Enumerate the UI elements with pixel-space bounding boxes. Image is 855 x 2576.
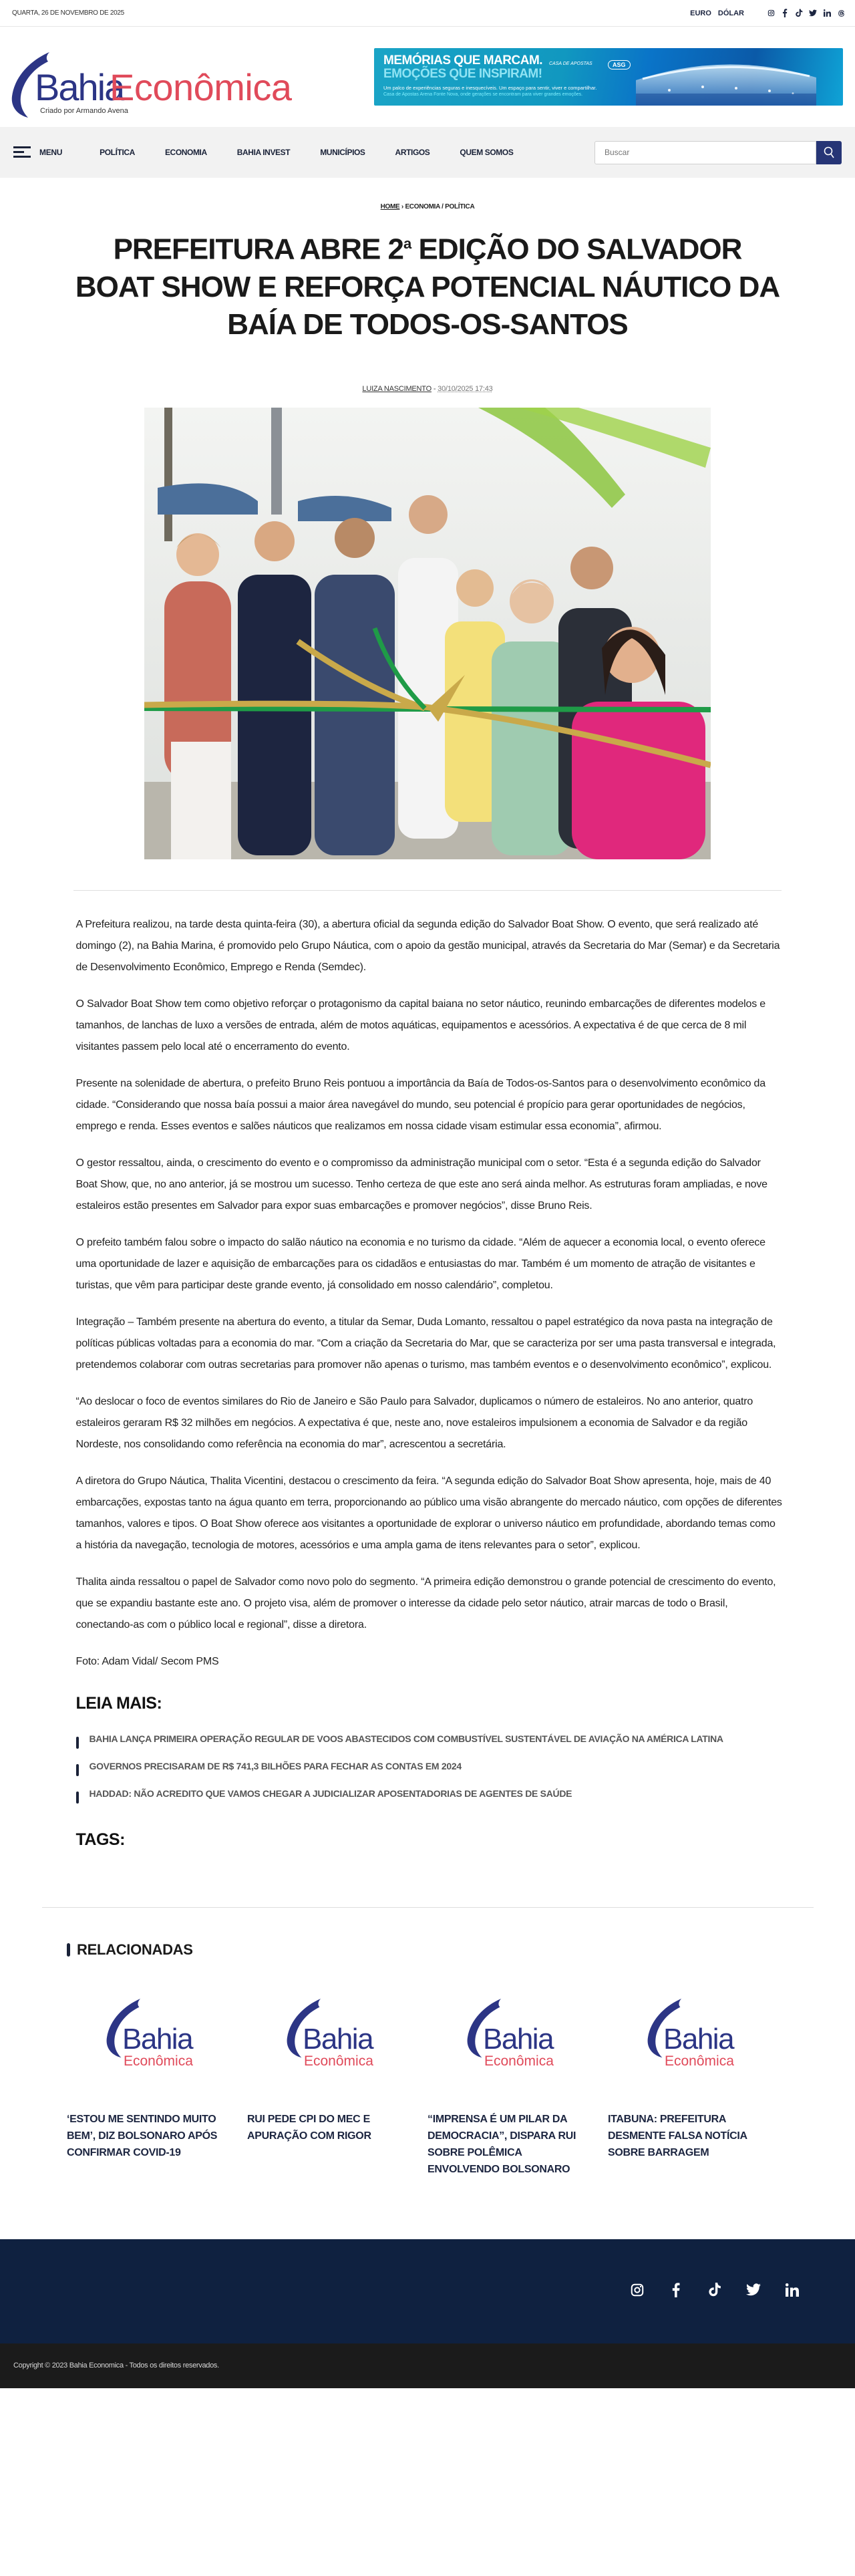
twitter-icon[interactable]	[745, 2282, 761, 2298]
mini-logo-economica: Econômica	[304, 2053, 373, 2069]
related-thumbnail	[428, 1985, 594, 2086]
article-divider	[73, 890, 782, 891]
instagram-icon[interactable]	[767, 9, 775, 18]
related-card[interactable]	[608, 1985, 775, 2178]
stadium-illustration	[629, 53, 823, 106]
article-paragraph: Presente na solenidade de abertura, o prefeito Bruno Reis pontuou a importância da Baía de Todos-os-Santos para o desenvolvimento econômico da cidade. “Considerando que nossa baía possui a maior área navegável do mundo, seu potencial é propício para gerar oportunidades de negócios, emprego e renda. Esses eventos e salões náuticos que realizamos em nossa cidade visam estimular essa economia”, afirmou.	[75, 1077, 765, 1132]
nav-item-artigos[interactable]: ARTIGOS	[395, 148, 430, 157]
breadcrumb-separator: ›	[401, 203, 403, 210]
breadcrumb-home[interactable]: HOME	[380, 203, 400, 210]
site-header	[0, 27, 855, 127]
ad-text-2: Casa de Apostas Arena Fonte Nova, onde gerações se encontram para viver grandes emoções.	[383, 92, 583, 97]
threads-icon[interactable]	[837, 9, 845, 18]
article-photo	[144, 408, 711, 859]
breadcrumb	[0, 203, 855, 210]
search-input[interactable]	[594, 141, 816, 164]
ad-text-1: Um palco de experiências seguras e inesquecíveis. Um espaço para sentir, viver e compartilhar.	[383, 85, 597, 91]
instagram-icon[interactable]	[629, 2282, 645, 2298]
linkedin-icon[interactable]	[784, 2282, 800, 2298]
mini-logo-bahia: Bahia	[483, 2022, 554, 2055]
logo-word-economica: Econômica	[110, 66, 292, 108]
linkedin-icon[interactable]	[823, 9, 831, 18]
article-paragraph: O Salvador Boat Show tem como objetivo reforçar o protagonismo da capital baiana no setor náutico, reunindo embarcações de diferentes modelos e tamanhos, de lanchas de luxo a versões de entrada, além de motos aquáticas, equipamentos e acessórios. A expectativa é de que cerca de 8 mil visitantes passem pelo local até o encerramento do evento.	[75, 998, 765, 1052]
copyright-bar	[0, 2343, 855, 2388]
leia-mais-item-text: HADDAD: NÃO ACREDITO QUE VAMOS CHEGAR A JUDICIALIZAR APOSENTADORIAS DE AGENTES DE SAÚDE	[89, 1787, 572, 1799]
related-thumbnail	[608, 1985, 775, 2086]
dolar-link[interactable]: DÓLAR	[717, 9, 744, 17]
ad-headline-1: MEMÓRIAS QUE MARCAM.	[383, 53, 543, 67]
article-paragraph: A Prefeitura realizou, na tarde desta quinta-feira (30), a abertura oficial da segunda edição do Salvador Boat Show. O evento, que será realizado até domingo (2), na Bahia Marina, é promovido pelo Grupo Náutica, com o apoio da gestão municipal, através da Secretaria do Mar (Semar) e da Secretaria de Desenvolvimento Econômico, Emprego e Renda (Semdec).	[75, 918, 780, 973]
section-divider	[42, 1907, 814, 1908]
logo-tagline: Criado por Armando Avena	[40, 107, 128, 115]
leia-mais-item[interactable]	[76, 1761, 783, 1776]
nav-item-economia[interactable]: ECONOMIA	[164, 148, 207, 157]
nav-item-quem-somos[interactable]: QUEM SOMOS	[460, 148, 514, 157]
mini-logo-economica: Econômica	[124, 2053, 193, 2069]
related-thumbnail	[247, 1985, 414, 2086]
related-logo	[284, 1999, 377, 2072]
ad-brand-casa-de-apostas: CASA DE APOSTAS	[549, 61, 592, 66]
site-footer	[0, 2239, 855, 2343]
related-heading	[67, 1941, 795, 1959]
search-button[interactable]	[816, 141, 842, 164]
ad-brand-asg: ASG	[608, 60, 631, 69]
top-social-links	[767, 9, 845, 18]
author-link[interactable]: LUIZA NASCIMENTO	[362, 384, 432, 393]
photo-credit: Foto: Adam Vidal/ Secom PMS	[75, 1655, 219, 1667]
copyright-text: Copyright © 2023 Bahia Economica - Todos os direitos reservados.	[13, 2362, 219, 2370]
article-paragraph: A diretora do Grupo Náutica, Thalita Vicentini, destacou o crescimento da feira. “A segunda edição do Salvador Boat Show apresenta, hoje, mais de 40 embarcações, expostas tanto na água quanto em terra, proporcionando ao público uma visão abrangente do mercado náutico, com opções de diferentes tamanhos, valores e tipos. O Boat Show oferece aos visitantes a oportunidade de explorar o universo náutico em profundidade, abordando temas como a história da navegação, tecnologia de motores, acessórios e uma ampla gama de itens relevantes para o setor”, explicou.	[75, 1475, 782, 1551]
leia-mais-bullet	[76, 1737, 79, 1749]
nav-item-municipios[interactable]: MUNICÍPIOS	[320, 148, 365, 157]
related-grid	[67, 1985, 795, 2178]
leia-mais-list	[76, 1733, 783, 1804]
article-paragraph: “Ao deslocar o foco de eventos similares do Rio de Janeiro e São Paulo para Salvador, duplicamos o número de estaleiros. No ano anterior, quatro estaleiros geraram R$ 32 milhões em negócios. A expectativa é que, neste ano, nove estaleiros impulsionem a economia de Salvador e da região Nordeste, nos consolidando como referência na economia do mar”, acrescentou a secretária.	[75, 1395, 753, 1450]
related-card[interactable]	[428, 1985, 594, 2178]
related-logo	[645, 1999, 738, 2072]
mini-logo-bahia: Bahia	[303, 2022, 373, 2055]
article-paragraph: O gestor ressaltou, ainda, o crescimento do evento e o compromisso da administração municipal com o setor. “Esta é a segunda edição do Salvador Boat Show, que, no ano anterior, já se mostrou um sucesso. Tenho certeza de que este ano será ainda melhor. As estruturas foram ampliadas, e nove estaleiros estão presentes em Salvador para expor suas embarcações e promover negócios”, disse Bruno Reis.	[75, 1157, 767, 1211]
publish-datetime: 30/10/2025 17:43	[438, 384, 493, 393]
article-paragraph: Thalita ainda ressaltou o papel de Salvador como novo polo do segmento. “A primeira edição demonstrou o grande potencial de crescimento do evento, que se expandiu bastante este ano. O projeto visa, além de promover o interesse da cidade pelo setor náutico, atrair marcas de todo o Brasil, conectando-as com o público local e regional”, disse a diretora.	[75, 1576, 776, 1630]
nav-items	[100, 148, 543, 157]
related-logo	[464, 1999, 558, 2072]
byline-separator: -	[431, 384, 438, 393]
top-bar	[0, 0, 855, 27]
ad-headline-2: EMOÇÕES QUE INSPIRAM!	[383, 67, 542, 81]
tags-heading: TAGS:	[75, 1830, 125, 1849]
twitter-icon[interactable]	[809, 9, 817, 18]
mini-logo-economica: Econômica	[665, 2053, 734, 2069]
search-icon	[824, 146, 834, 158]
tiktok-icon[interactable]	[795, 9, 803, 18]
tiktok-icon[interactable]	[707, 2282, 723, 2298]
ribbon-cutting-photo	[144, 408, 711, 859]
euro-link[interactable]: EURO	[690, 9, 711, 17]
related-heading-text: RELACIONADAS	[77, 1941, 193, 1958]
related-section	[60, 1941, 795, 2178]
title-part-1: PREFEITURA ABRE 2	[113, 233, 404, 266]
related-card-title: “IMPRENSA É UM PILAR DA DEMOCRACIA”, DISPARA RUI SOBRE POLÊMICA ENVOLVENDO BOLSONARO	[428, 2113, 576, 2175]
related-card-title: ITABUNA: PREFEITURA DESMENTE FALSA NOTÍCIA SOBRE BARRAGEM	[608, 2113, 747, 2158]
title-part-2: EDIÇÃO DO SALVADOR BOAT SHOW E REFORÇA POTENCIAL NÁUTICO DA BAÍA DE TODOS-OS-SANTOS	[75, 233, 780, 341]
leia-mais-bullet	[76, 1764, 79, 1776]
facebook-icon[interactable]	[668, 2282, 684, 2298]
leia-mais-item-text: BAHIA LANÇA PRIMEIRA OPERAÇÃO REGULAR DE VOOS ABASTECIDOS COM COMBUSTÍVEL SUSTENTÁVEL DE AVIAÇÃO NA AMÉRICA LATINA	[89, 1733, 723, 1744]
related-card[interactable]	[247, 1985, 414, 2178]
mini-logo-bahia: Bahia	[663, 2022, 734, 2055]
mini-logo-economica: Econômica	[484, 2053, 554, 2069]
article-title	[73, 225, 782, 343]
nav-item-bahia-invest[interactable]: BAHIA INVEST	[236, 148, 291, 157]
related-heading-bar	[67, 1943, 70, 1957]
article-paragraph: O prefeito também falou sobre o impacto do salão náutico na economia e no turismo da cidade. “Além de aquecer a economia local, o evento oferece uma oportunidade de lazer e aquisição de embarcações para os cidadãos e entusiastas do mar. Também é um momento de atração de visitantes e turistas, que vêm para participar deste grande evento, já consolidado em nosso calendário”, completou.	[75, 1236, 765, 1291]
menu-toggle[interactable]	[13, 146, 62, 158]
current-date: QUARTA, 26 DE NOVEMBRO DE 2025	[12, 9, 124, 17]
leia-mais-item-text: GOVERNOS PRECISARAM DE R$ 741,3 BILHÕES PARA FECHAR AS CONTAS EM 2024	[89, 1760, 462, 1771]
related-thumbnail	[67, 1985, 234, 2086]
main-nav	[0, 127, 855, 178]
related-card-title: ‘ESTOU ME SENTINDO MUITO BEM’, DIZ BOLSONARO APÓS CONFIRMAR COVID-19	[67, 2113, 218, 2158]
mini-logo-bahia: Bahia	[122, 2022, 193, 2055]
logo-word-bahia: Bahia	[35, 66, 124, 108]
leia-mais-bullet	[76, 1792, 79, 1804]
banner-ad[interactable]	[374, 48, 843, 106]
leia-mais-item[interactable]	[76, 1788, 783, 1804]
leia-mais-item[interactable]	[76, 1733, 783, 1749]
title-ordinal: a	[403, 235, 411, 252]
article-byline	[0, 385, 855, 393]
search-form	[594, 141, 842, 164]
top-bar-right	[690, 9, 845, 18]
footer-social-links	[607, 2282, 800, 2298]
breadcrumb-section: ECONOMIA / POLÍTICA	[405, 203, 475, 210]
facebook-icon[interactable]	[781, 9, 789, 18]
article-body	[73, 914, 783, 1850]
hamburger-icon	[13, 146, 31, 158]
related-logo	[104, 1999, 197, 2072]
menu-label: MENU	[39, 148, 63, 157]
article-paragraph: Integração – Também presente na abertura do evento, a titular da Semar, Duda Lomanto, ressaltou o papel estratégico da nova pasta na integração de políticas públicas voltadas para a economia do mar. “Com a criação da Secretaria do Mar, que se caracteriza por ser uma pasta transversal e integrada, pretendemos colaborar com outras secretarias para promover não apenas o turismo, mas também eventos e o desenvolvimento econômico”, explicou.	[75, 1316, 776, 1371]
nav-item-politica[interactable]: POLÍTICA	[100, 148, 135, 157]
site-logo[interactable]	[11, 40, 292, 115]
related-card[interactable]	[67, 1985, 234, 2178]
leia-mais-heading: LEIA MAIS:	[75, 1693, 162, 1713]
related-card-title: RUI PEDE CPI DO MEC E APURAÇÃO COM RIGOR	[247, 2113, 371, 2142]
